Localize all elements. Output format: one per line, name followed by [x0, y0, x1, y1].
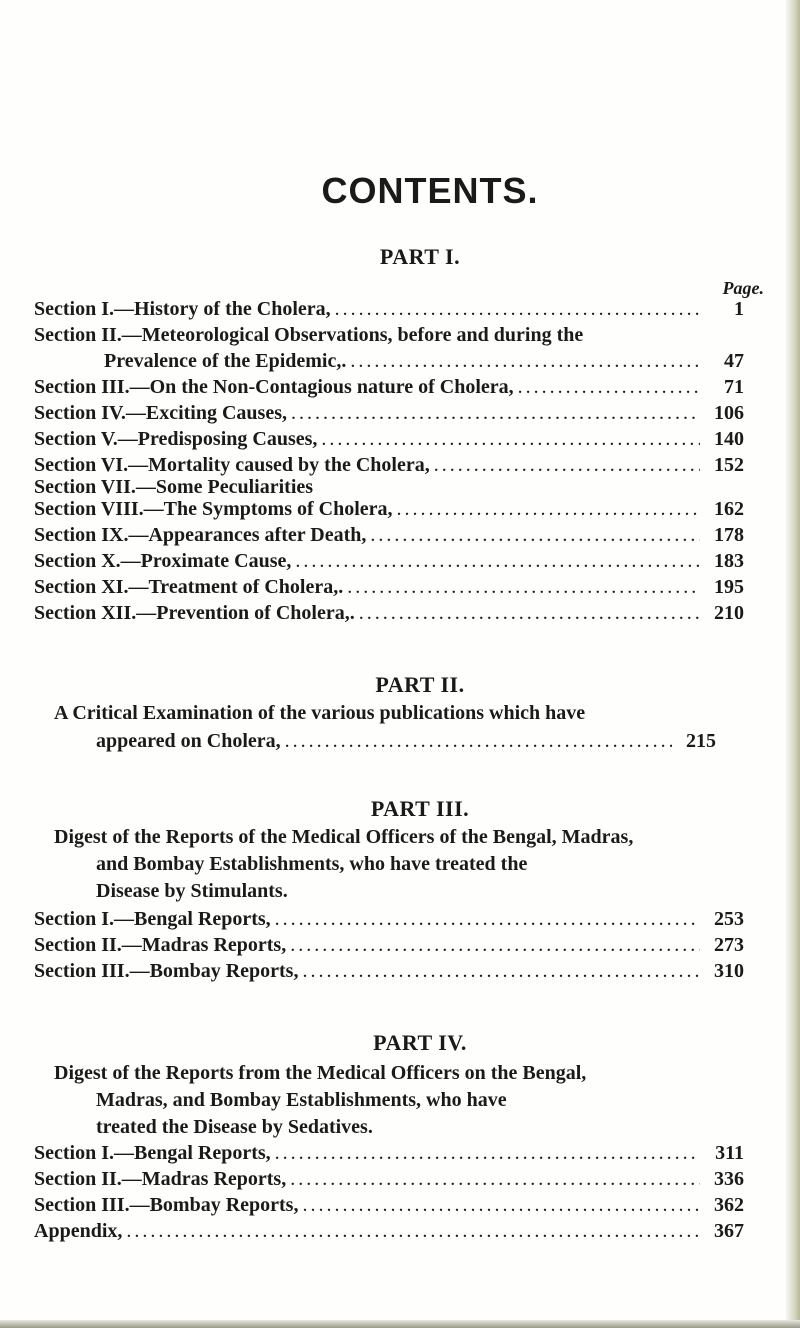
leader-dots	[290, 932, 700, 958]
toc-entry-page: 311	[715, 1142, 744, 1164]
toc-entry-label: Section I.—History of the Cholera,	[34, 298, 331, 320]
leader-dots	[290, 1166, 700, 1192]
leader-dots	[295, 548, 700, 574]
part-2-text-line-1: A Critical Examination of the various publications which have	[54, 702, 586, 724]
toc-entry	[34, 1166, 744, 1192]
part-3-text-line-2: and Bombay Establishments, who have treated the	[96, 853, 528, 875]
toc-entry-label: Section I.—Bengal Reports,	[34, 908, 271, 930]
part-3-text-line-1: Digest of the Reports of the Medical Officers of the Bengal, Madras,	[54, 826, 634, 848]
leader-dots	[302, 1192, 700, 1218]
toc-entry-label: Section II.—Madras Reports,	[34, 1168, 287, 1190]
toc-entry	[34, 1192, 744, 1218]
toc-entry-page: 367	[714, 1220, 744, 1242]
leader-dots	[335, 296, 700, 322]
toc-entry	[54, 728, 716, 754]
leader-dots	[347, 574, 700, 600]
toc-entry-page: 310	[714, 960, 744, 982]
leader-dots	[126, 1218, 700, 1244]
toc-entry-page: 195	[714, 576, 744, 598]
toc-entry-label: Section II.—Meteorological Observations, before and during the	[34, 324, 584, 346]
toc-entry	[34, 1218, 744, 1244]
part-3-text-line-3: Disease by Stimulants.	[96, 880, 288, 902]
toc-entry	[34, 574, 744, 600]
toc-entry	[34, 374, 744, 400]
toc-entry-label: Section I.—Bengal Reports,	[34, 1142, 271, 1164]
toc-entry	[34, 296, 744, 322]
part-4-heading: PART IV.	[373, 1030, 467, 1055]
toc-entry	[34, 1140, 744, 1166]
leader-dots	[275, 1140, 700, 1166]
leader-dots	[370, 522, 700, 548]
toc-entry-page: 336	[714, 1168, 744, 1190]
toc-entry	[34, 496, 744, 522]
toc-entry-page: 183	[714, 550, 744, 572]
toc-entry-page: 152	[714, 454, 744, 476]
toc-entry-label: Prevalence of the Epidemic,.	[104, 350, 347, 372]
toc-entry-label: Section VI.—Mortality caused by the Cholera,	[34, 454, 430, 476]
toc-entry-page: 106	[714, 402, 744, 424]
toc-entry-label: Section XII.—Prevention of Cholera,.	[34, 602, 355, 624]
toc-entry	[34, 600, 744, 626]
part-1-heading: PART I.	[379, 244, 461, 269]
toc-entry-label: Section II.—Madras Reports,	[34, 934, 287, 956]
leader-dots	[291, 400, 700, 426]
toc-entry-page: 215	[686, 730, 716, 752]
toc-entry-label: Appendix,	[34, 1220, 123, 1242]
toc-entry	[34, 426, 744, 452]
toc-entry	[34, 958, 744, 984]
part-4-text-line-3: treated the Disease by Sedatives.	[96, 1116, 373, 1138]
leader-dots	[397, 496, 700, 522]
part-2-text-line-2: appeared on Cholera,	[96, 730, 281, 752]
part-4-text-line-2: Madras, and Bombay Establishments, who have	[96, 1089, 507, 1111]
toc-entry-page: 362	[714, 1194, 744, 1216]
toc-entry-continuation	[34, 348, 744, 374]
toc-entry	[34, 322, 744, 348]
part-2-description	[54, 700, 744, 726]
leader-dots	[518, 374, 700, 400]
part-3-heading: PART III.	[370, 796, 470, 821]
page-edge-bottom	[0, 1320, 800, 1328]
leader-dots	[350, 348, 700, 374]
leader-dots	[285, 728, 672, 754]
toc-entry	[34, 400, 744, 426]
part-4-text-line-1: Digest of the Reports from the Medical Officers on the Bengal,	[54, 1062, 587, 1084]
toc-entry-label: Section IX.—Appearances after Death,	[34, 524, 367, 546]
toc-entry-label: Section V.—Predisposing Causes,	[34, 428, 318, 450]
toc-entry-label: Section X.—Proximate Cause,	[34, 550, 292, 572]
toc-entry	[34, 522, 744, 548]
toc-entry-page: 253	[714, 908, 744, 930]
toc-entry-label: Section III.—On the Non-Contagious nature of Cholera,	[34, 376, 514, 398]
toc-entry-label: Section VIII.—The Symptoms of Cholera,	[34, 498, 393, 520]
toc-entry-page: 178	[714, 524, 744, 546]
leader-dots	[321, 426, 700, 452]
part-4-description	[54, 1060, 744, 1141]
toc-entry-label: Section III.—Bombay Reports,	[34, 1194, 299, 1216]
leader-dots	[302, 958, 700, 984]
toc-entry-label: Section III.—Bombay Reports,	[34, 960, 299, 982]
toc-entry	[34, 906, 744, 932]
toc-entry-label: Section VII.—Some Peculiarities	[34, 476, 314, 498]
toc-entry-page: 1	[734, 298, 744, 320]
page-column-label: Page.	[722, 278, 764, 298]
toc-entry-page: 140	[714, 428, 744, 450]
contents-title: CONTENTS.	[321, 170, 539, 211]
toc-entry-page: 71	[724, 376, 744, 398]
toc-entry-label: Section IV.—Exciting Causes,	[34, 402, 287, 424]
part-3-description	[54, 824, 744, 905]
toc-entry-page: 47	[724, 350, 744, 372]
leader-dots	[275, 906, 700, 932]
part-2-heading: PART II.	[375, 672, 465, 697]
toc-entry	[34, 548, 744, 574]
toc-entry	[34, 932, 744, 958]
toc-entry-label: Section XI.—Treatment of Cholera,.	[34, 576, 344, 598]
toc-entry-page: 273	[714, 934, 744, 956]
toc-entry-page: 162	[714, 498, 744, 520]
toc-entry-page: 210	[714, 602, 744, 624]
leader-dots	[359, 600, 700, 626]
